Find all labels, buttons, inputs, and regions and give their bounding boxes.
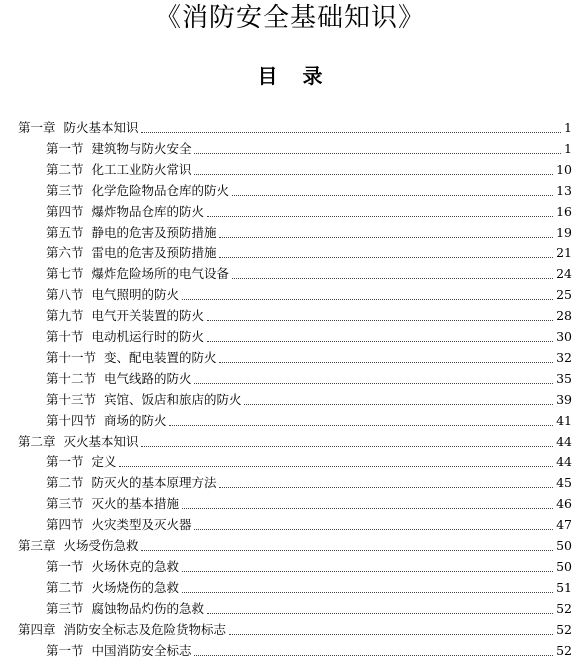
toc-page-number: 19 <box>556 224 572 240</box>
toc-dot-leader <box>244 403 553 405</box>
toc-chapter-entry[interactable] <box>18 620 572 640</box>
toc-section-entry[interactable] <box>46 599 572 619</box>
toc-page-number: 21 <box>556 245 572 261</box>
toc-entry-label: 第三节 化学危险物品仓库的防火 <box>46 182 229 198</box>
toc-entry-label: 第一节 中国消防安全标志 <box>46 642 192 658</box>
toc-section-entry[interactable] <box>46 473 572 493</box>
toc-dot-leader <box>182 570 553 572</box>
toc-page-number: 35 <box>556 370 572 386</box>
toc-heading: 目 录 <box>257 64 323 88</box>
toc-dot-leader <box>182 298 553 300</box>
toc-dot-leader <box>219 256 553 258</box>
toc-section-entry[interactable] <box>46 641 572 661</box>
toc-entry-label: 第三节 灭火的基本措施 <box>46 496 179 512</box>
toc-page-number: 24 <box>556 266 572 282</box>
toc-section-entry[interactable] <box>46 390 572 410</box>
toc-dot-leader <box>194 173 553 175</box>
toc-dot-leader <box>141 445 553 447</box>
toc-entry-label: 第二节 火场烧伤的急救 <box>46 579 179 595</box>
toc-entry-label: 第一节 定义 <box>46 454 117 470</box>
toc-page-number: 52 <box>556 600 572 616</box>
toc-entry-label: 第四节 爆炸物品仓库的防火 <box>46 203 204 219</box>
toc-dot-leader <box>194 528 553 530</box>
toc-dot-leader <box>141 131 561 133</box>
toc-section-entry[interactable] <box>46 264 572 284</box>
toc-entry-label: 第六节 雷电的危害及预防措施 <box>46 245 217 261</box>
toc-section-entry[interactable] <box>46 515 572 535</box>
toc-dot-leader <box>182 507 553 509</box>
toc-section-entry[interactable] <box>46 285 572 305</box>
toc-page-number: 52 <box>556 642 572 658</box>
toc-entry-label: 第四节 火灾类型及灭火器 <box>46 517 192 533</box>
toc-dot-leader <box>182 591 553 593</box>
toc-page-number: 50 <box>556 558 572 574</box>
toc-entry-label: 第二节 化工工业防火常识 <box>46 161 192 177</box>
toc-entry-label: 第十三节 宾馆、饭店和旅店的防火 <box>46 391 242 407</box>
toc-entry-label: 第三节 腐蚀物品灼伤的急救 <box>46 600 204 616</box>
toc-section-entry[interactable] <box>46 181 572 201</box>
toc-section-entry[interactable] <box>46 202 572 222</box>
toc-section-entry[interactable] <box>46 160 572 180</box>
toc-page-number: 47 <box>556 517 572 533</box>
toc-dot-leader <box>207 215 553 217</box>
toc-section-entry[interactable] <box>46 452 572 472</box>
toc-dot-leader <box>194 382 553 384</box>
toc-entry-label: 第四章 消防安全标志及危险货物标志 <box>18 621 226 637</box>
toc-page-number: 10 <box>556 161 572 177</box>
toc-page-number: 1 <box>564 120 572 135</box>
toc-dot-leader <box>207 319 553 321</box>
toc-entry-label: 第一节 建筑物与防火安全 <box>46 140 192 156</box>
toc-page-number: 39 <box>556 391 572 407</box>
toc-dot-leader <box>232 194 553 196</box>
toc-entry-label: 第十四节 商场的防火 <box>46 412 167 428</box>
toc-section-entry[interactable] <box>46 223 572 243</box>
toc-page-number: 50 <box>556 538 572 553</box>
toc-dot-leader <box>119 465 553 467</box>
toc-section-entry[interactable] <box>46 306 572 326</box>
toc-entry-label: 第十一节 变、配电装置的防火 <box>46 349 217 365</box>
toc-dot-leader <box>207 612 553 614</box>
toc-section-entry[interactable] <box>46 494 572 514</box>
toc-dot-leader <box>194 152 561 154</box>
toc-entry-label: 第十二节 电气线路的防火 <box>46 370 192 386</box>
toc-page-number: 52 <box>556 621 572 637</box>
toc-chapter-entry[interactable] <box>18 432 572 452</box>
toc-page-number: 51 <box>556 579 572 595</box>
toc-section-entry[interactable] <box>46 369 572 389</box>
toc-page-number: 41 <box>556 412 572 428</box>
toc-dot-leader <box>194 654 553 656</box>
toc-chapter-entry[interactable] <box>18 118 572 138</box>
toc-entry-label: 第九节 电气开关装置的防火 <box>46 308 204 324</box>
toc-dot-leader <box>219 486 553 488</box>
toc-entry-label: 第五节 静电的危害及预防措施 <box>46 224 217 240</box>
toc-entry-label: 第十节 电动机运行时的防火 <box>46 329 204 344</box>
toc-page-number: 1 <box>564 140 572 156</box>
toc-chapter-entry[interactable] <box>18 536 572 556</box>
toc-page-number: 44 <box>556 433 572 449</box>
toc-page-number: 13 <box>556 182 572 198</box>
toc-page-number: 16 <box>556 203 572 219</box>
toc-dot-leader <box>219 361 553 363</box>
toc-section-entry[interactable] <box>46 411 572 431</box>
toc-entry-label: 第三章 火场受伤急救 <box>18 538 139 553</box>
toc-section-entry[interactable] <box>46 557 572 577</box>
toc-section-entry[interactable] <box>46 243 572 263</box>
toc-page-number: 32 <box>556 349 572 365</box>
toc-page-number: 30 <box>556 329 572 344</box>
toc-section-entry[interactable] <box>46 348 572 368</box>
toc-dot-leader <box>169 424 553 426</box>
toc-dot-leader <box>232 277 553 279</box>
toc-dot-leader <box>141 549 553 551</box>
document-title: 《消防安全基础知识》 <box>154 3 425 33</box>
toc-page-number: 28 <box>556 308 572 324</box>
toc-section-entry[interactable] <box>46 578 572 598</box>
toc-entry-label: 第八节 电气照明的防火 <box>46 287 179 303</box>
toc-entry-label: 第一节 火场休克的急救 <box>46 558 179 574</box>
toc-section-entry[interactable] <box>46 139 572 159</box>
toc-entry-label: 第一章 防火基本知识 <box>18 120 139 135</box>
toc-page-number: 45 <box>556 475 572 491</box>
toc-page-number: 44 <box>556 454 572 470</box>
toc-section-entry[interactable] <box>46 327 572 347</box>
toc-entry-label: 第二节 防灭火的基本原理方法 <box>46 475 217 491</box>
toc-entry-label: 第二章 灭火基本知识 <box>18 433 139 449</box>
toc-dot-leader <box>219 236 553 238</box>
toc-dot-leader <box>229 633 553 635</box>
toc-dot-leader <box>207 340 553 342</box>
toc-entry-label: 第七节 爆炸危险场所的电气设备 <box>46 266 229 282</box>
toc-page-number: 46 <box>556 496 572 512</box>
toc-page-number: 25 <box>556 287 572 303</box>
